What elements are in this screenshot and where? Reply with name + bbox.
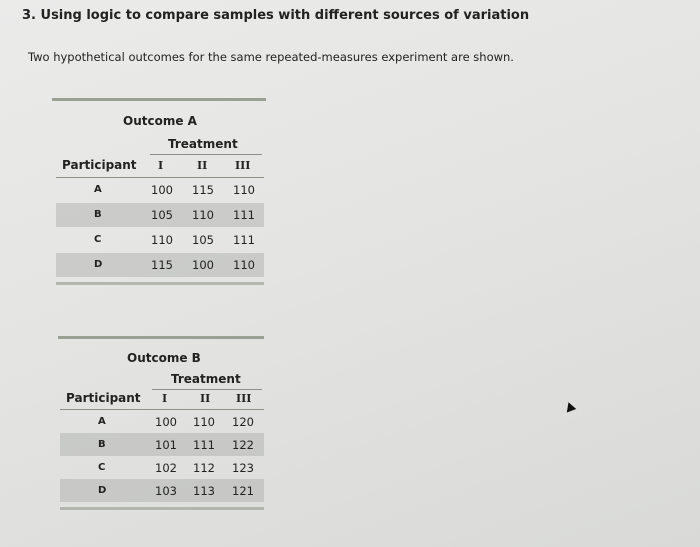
value-cell: 122 [232, 438, 254, 452]
column-header-3: III [235, 159, 251, 172]
table-row [56, 228, 264, 252]
value-cell: 110 [193, 415, 215, 429]
participant-header: Participant [66, 391, 141, 405]
participant-id: A [98, 416, 106, 427]
value-cell: 120 [232, 415, 254, 429]
participant-id: B [94, 209, 102, 220]
table-bottom-rule [60, 507, 264, 510]
table-row [60, 433, 264, 456]
table-row [60, 479, 264, 502]
participant-header: Participant [62, 158, 137, 172]
value-cell: 110 [192, 208, 214, 222]
value-cell: 115 [192, 183, 214, 197]
participant-id: D [98, 485, 107, 496]
value-cell: 110 [151, 233, 173, 247]
value-cell: 105 [192, 233, 214, 247]
table-bottom-rule [56, 282, 264, 285]
participant-id: A [94, 184, 102, 195]
value-cell: 121 [232, 484, 254, 498]
table-top-rule [58, 336, 264, 339]
treatment-header: Treatment [168, 137, 238, 151]
value-cell: 111 [233, 208, 255, 222]
column-header-2: II [200, 392, 211, 405]
question-title: 3. Using logic to compare samples with different sources of variation [22, 8, 530, 23]
table-row [60, 410, 264, 433]
value-cell: 123 [232, 461, 254, 475]
value-cell: 111 [233, 233, 255, 247]
treatment-rule [152, 389, 262, 390]
participant-id: C [94, 234, 102, 245]
column-header-1: I [162, 392, 168, 405]
column-header-1: I [158, 159, 164, 172]
outcome-a-title: Outcome A [123, 114, 197, 128]
value-cell: 113 [193, 484, 215, 498]
value-cell: 103 [155, 484, 177, 498]
value-cell: 110 [233, 183, 255, 197]
outcome-b-title: Outcome B [127, 351, 201, 365]
value-cell: 102 [155, 461, 177, 475]
table-top-rule [52, 98, 266, 101]
value-cell: 100 [192, 258, 214, 272]
value-cell: 101 [155, 438, 177, 452]
participant-id: B [98, 439, 106, 450]
value-cell: 100 [151, 183, 173, 197]
question-intro: Two hypothetical outcomes for the same repeated-measures experiment are shown. [28, 50, 514, 64]
treatment-header: Treatment [171, 372, 241, 386]
table-row [56, 253, 264, 277]
table-row [56, 203, 264, 227]
treatment-rule [150, 154, 262, 155]
value-cell: 115 [151, 258, 173, 272]
mouse-cursor-icon [564, 401, 576, 413]
participant-id: C [98, 462, 106, 473]
participant-id: D [94, 259, 103, 270]
value-cell: 100 [155, 415, 177, 429]
value-cell: 111 [193, 438, 215, 452]
value-cell: 110 [233, 258, 255, 272]
table-row [60, 456, 264, 479]
column-header-2: II [197, 159, 208, 172]
table-row [56, 178, 264, 202]
value-cell: 105 [151, 208, 173, 222]
column-header-3: III [236, 392, 252, 405]
value-cell: 112 [193, 461, 215, 475]
